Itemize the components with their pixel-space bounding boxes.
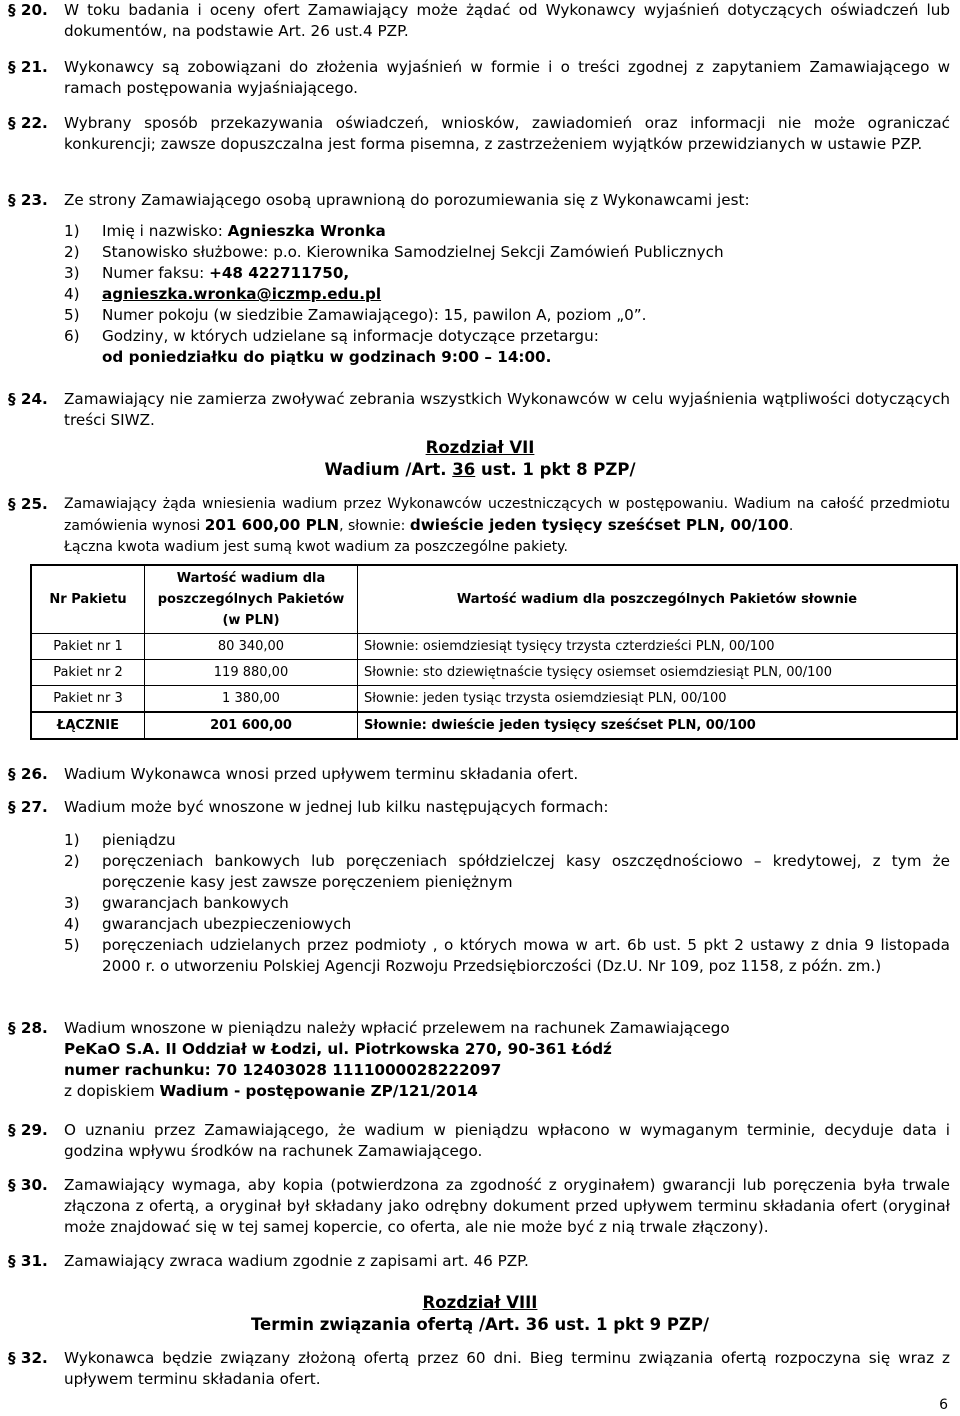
cell-package: Pakiet nr 1 [31, 634, 145, 660]
wadium-forms-list [8, 830, 950, 977]
list-item: 4) gwarancjach ubezpieczeniowych [64, 915, 352, 933]
paragraph-text: W toku badania i oceny ofert Zamawiający może żądać od Wykonawcy wyjaśnień dotyczących oświadczeń lub dokumentów, na podstawie Art. 26 ust.4 PZP. [64, 1, 950, 40]
paragraph-number: § 29. [8, 1121, 48, 1139]
contact-email: 4) agnieszka.wronka@iczmp.edu.pl [64, 285, 382, 303]
paragraph-text: Ze strony Zamawiającego osobą uprawnioną do porozumiewania się z Wykonawcami jest: [64, 191, 750, 209]
email-link[interactable]: agnieszka.wronka@iczmp.edu.pl [102, 285, 382, 303]
paragraph-32 [8, 1348, 950, 1390]
paragraph-number: § 32. [8, 1349, 48, 1367]
paragraph-text: Zamawiający zwraca wadium zgodnie z zapisami art. 46 PZP. [64, 1252, 529, 1270]
paragraph-23 [8, 190, 950, 211]
bank-name: PeKaO S.A. II Oddział w Łodzi, ul. Piotrkowska 270, 90-361 Łódź [64, 1040, 612, 1058]
paragraph-text: Wadium Wykonawca wnosi przed upływem terminu składania ofert. [64, 765, 579, 783]
contact-hours: 6) Godziny, w których udzielane są informacje dotyczące przetargu: od poniedziałku do piątku w godzinach 9:00 – 14:00. [64, 327, 599, 366]
paragraph-text: Zamawiający nie zamierza zwoływać zebrania wszystkich Wykonawców w celu wyjaśnienia wątpliwości dotyczących treści SIWZ. [64, 390, 950, 429]
list-item: 1) pieniądzu [64, 831, 176, 849]
paragraph-text: O uznaniu przez Zamawiającego, że wadium w pieniądzu wpłacono w wymaganym terminie, decyduje data i godzina wpływu środków na rachunek Zamawiającego. [64, 1121, 950, 1160]
list-item: 5) poręczeniach udzielanych przez podmioty , o których mowa w art. 6b ust. 5 pkt 2 ustawy z dnia 9 listopada 2000 r. o utworzeniu Polskiej Agencji Rozwoju Przedsiębiorczości (Dz.U. Nr 109, poz 1158, z późn. zm.) [64, 936, 950, 975]
paragraph-25 [8, 494, 950, 558]
paragraph-28 [8, 1018, 950, 1102]
table-row [31, 660, 957, 686]
paragraph-number: § 21. [8, 58, 48, 76]
paragraph-text: Wykonawcy są zobowiązani do złożenia wyjaśnień w formie i o treści zgodnej z zapytaniem Zamawiającego w ramach postępowania wyjaśniającego. [64, 58, 950, 97]
cell-words: Słownie: dwieście jeden tysięcy sześćset PLN, 00/100 [358, 712, 958, 739]
chapter-7-subtitle: Wadium /Art. 36 ust. 1 pkt 8 PZP/ [324, 460, 636, 479]
cell-package: ŁĄCZNIE [31, 712, 145, 739]
header-words: Wartość wadium dla poszczególnych Pakietów słownie [358, 565, 958, 634]
chapter-7-title: Rozdział VII [425, 438, 535, 457]
cell-words: Słownie: jeden tysiąc trzysta osiemdziesiąt PLN, 00/100 [358, 686, 958, 713]
paragraph-30 [8, 1175, 950, 1238]
paragraph-number: § 24. [8, 390, 48, 408]
contact-position: 2) Stanowisko służbowe: p.o. Kierownika Samodzielnej Sekcji Zamówień Publicznych [64, 243, 724, 261]
paragraph-text: Wybrany sposób przekazywania oświadczeń, wniosków, zawiadomień oraz informacji nie może ograniczać konkurencji; zawsze dopuszczalna jest forma pisemna, z zastrzeżeniem wyjątków przewidzianych w ustawie PZP. [64, 114, 950, 153]
paragraph-26 [8, 764, 950, 785]
paragraph-number: § 26. [8, 765, 48, 783]
cell-value: 119 880,00 [145, 660, 358, 686]
paragraph-number: § 20. [8, 1, 48, 19]
account-number: numer rachunku: 70 12403028 1111000028222097 [64, 1061, 502, 1079]
cell-value: 80 340,00 [145, 634, 358, 660]
chapter-8-title: Rozdział VIII [422, 1293, 538, 1312]
paragraph-24 [8, 389, 950, 431]
contact-room: 5) Numer pokoju (w siedzibie Zamawiającego): 15, pawilon A, poziom „0”. [64, 306, 647, 324]
paragraph-text: Zamawiający wymaga, aby kopia (potwierdzona za zgodność z oryginałem) gwarancji lub poręczenia była trwale złączona z ofertą, a oryginał był składany jako odrębny dokument przed upływem terminu składania ofert (oryginał może znajdować się w tej samej kopercie, co oferta, ale nie może być z nią trwale złączony). [64, 1176, 950, 1236]
paragraph-text: Wykonawca będzie związany złożoną ofertą przez 60 dni. Bieg terminu związania ofertą rozpoczyna się wraz z upływem terminu składania ofert. [64, 1349, 950, 1388]
cell-package: Pakiet nr 3 [31, 686, 145, 713]
paragraph-number: § 31. [8, 1252, 48, 1270]
paragraph-21 [8, 57, 950, 99]
paragraph-number: § 25. [8, 495, 48, 513]
paragraph-number: § 23. [8, 191, 48, 209]
paragraph-20 [8, 0, 950, 42]
paragraph-number: § 22. [8, 114, 48, 132]
table-total-row [31, 712, 957, 739]
contact-list [8, 221, 950, 368]
paragraph-31 [8, 1251, 950, 1272]
table-row [31, 634, 957, 660]
cell-words: Słownie: osiemdziesiąt tysięcy trzysta czterdzieści PLN, 00/100 [358, 634, 958, 660]
list-item: 2) poręczeniach bankowych lub poręczeniach spółdzielczej kasy oszczędnościowo – kredytowej, z tym że poręczenie kasy jest zawsze poręczeniem pieniężnym [64, 852, 950, 891]
paragraph-27 [8, 797, 950, 818]
paragraph-number: § 28. [8, 1019, 48, 1037]
paragraph-number: § 27. [8, 798, 48, 816]
contact-name: 1) Imię i nazwisko: Agnieszka Wronka [64, 222, 386, 240]
cell-value: 1 380,00 [145, 686, 358, 713]
header-package: Nr Pakietu [31, 565, 145, 634]
cell-value: 201 600,00 [145, 712, 358, 739]
cell-package: Pakiet nr 2 [31, 660, 145, 686]
header-value: Wartość wadium dla poszczególnych Pakietów (w PLN) [145, 565, 358, 634]
list-item: 3) gwarancjach bankowych [64, 894, 289, 912]
paragraph-text: Wadium wnoszone w pieniądzu należy wpłacić przelewem na rachunek Zamawiającego PeKaO S.A. II Oddział w Łodzi, ul. Piotrkowska 270, 90-361 Łódź numer rachunku: 70 12403028 1111000028222097 z dopiskiem Wadium - postępowanie ZP/121/2014 [64, 1018, 950, 1102]
table-row [31, 686, 957, 713]
contact-fax: 3) Numer faksu: +48 422711750, [64, 264, 350, 282]
paragraph-22 [8, 113, 950, 155]
page-number: 6 [939, 1397, 948, 1413]
paragraph-29 [8, 1120, 950, 1162]
paragraph-text: Zamawiający żąda wniesienia wadium przez Wykonawców uczestniczących w postępowaniu. Wadium na całość przedmiotu zamówienia wynosi 201 600,00 PLN, słownie: dwieście jeden tysięcy sześćset PLN, 00/100. Łączna kwota wadium jest sumą kwot wadium za poszczególne pakiety. [64, 496, 950, 555]
cell-words: Słownie: sto dziewiętnaście tysięcy osiemset osiemdziesiąt PLN, 00/100 [358, 660, 958, 686]
paragraph-text: Wadium może być wnoszone w jednej lub kilku następujących formach: [64, 798, 609, 816]
chapter-8-subtitle: Termin związania ofertą /Art. 36 ust. 1 pkt 9 PZP/ [250, 1315, 710, 1334]
table-header-row [31, 565, 957, 634]
paragraph-number: § 30. [8, 1176, 48, 1194]
wadium-table [30, 564, 958, 740]
